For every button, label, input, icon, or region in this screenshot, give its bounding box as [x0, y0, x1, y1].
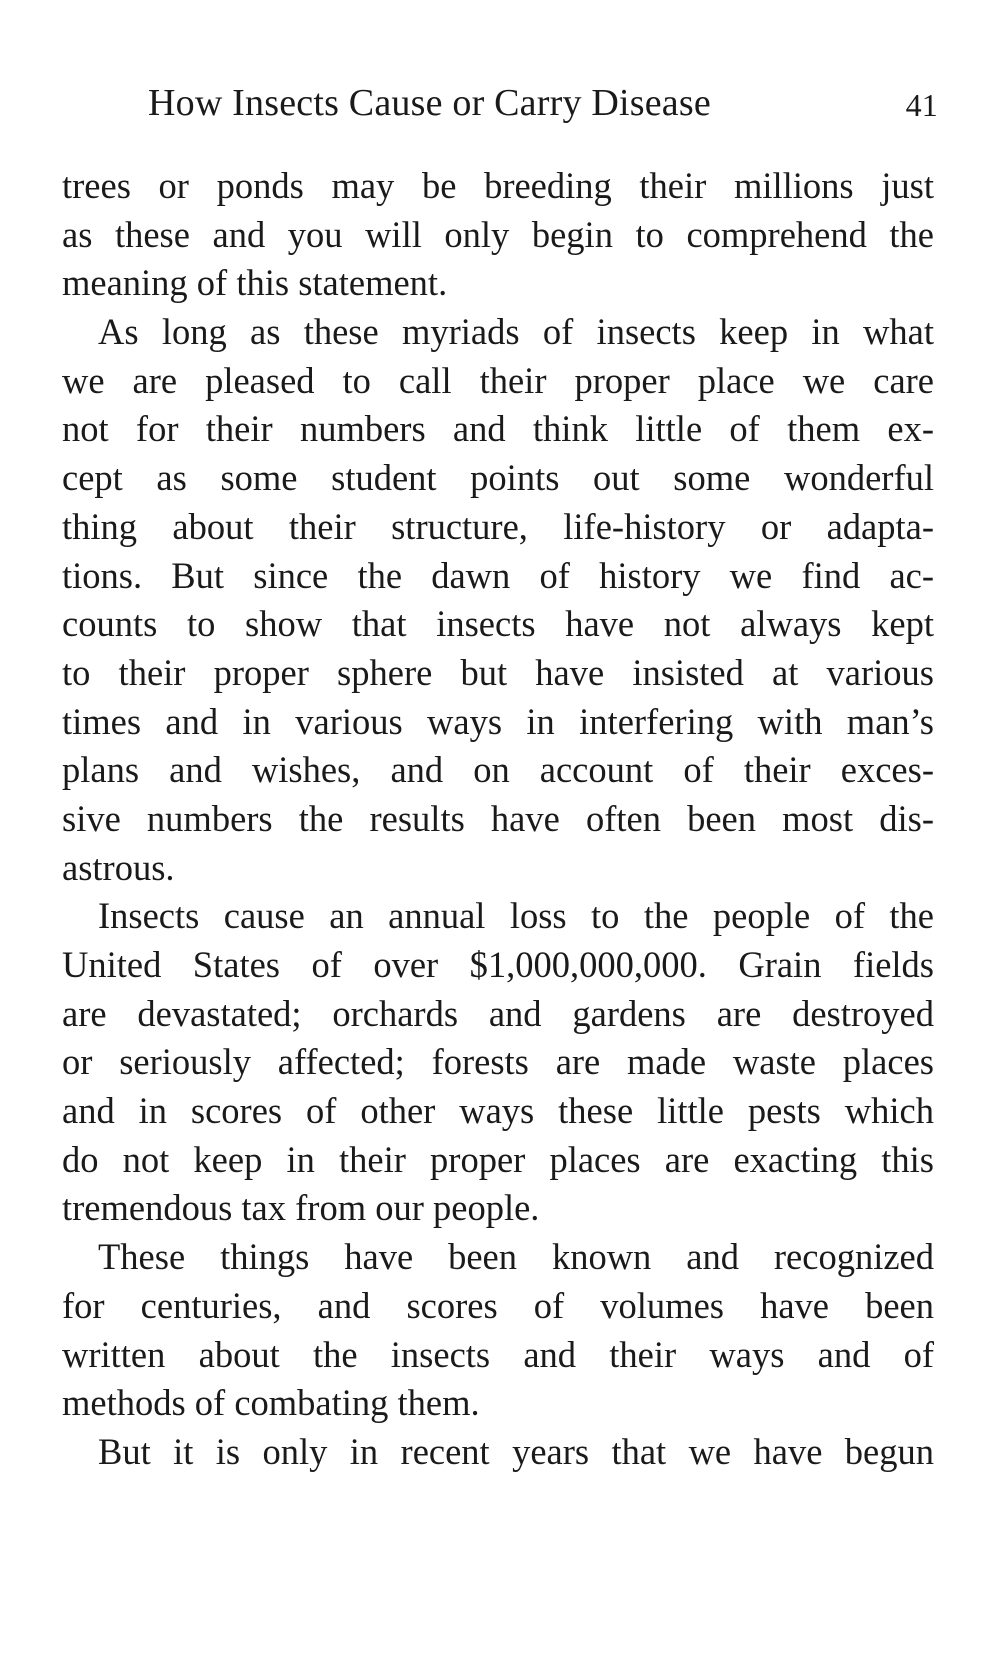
- text-line: for centuries, and scores of volumes have been: [62, 1284, 934, 1326]
- text-line: plans and wishes, and on account of their exces-: [62, 749, 934, 791]
- text-line: Insects cause an annual loss to the people of the: [98, 895, 934, 937]
- text-line: thing about their structure, life-history or adapta-: [62, 505, 934, 547]
- text-line: are devastated; orchards and gardens are destroyed: [62, 992, 934, 1034]
- body-text: [62, 162, 934, 1477]
- paragraph-2: [62, 308, 934, 892]
- paragraph-3: [62, 892, 934, 1233]
- text-line: as these and you will only begin to comprehend the: [62, 213, 934, 255]
- text-line: we are pleased to call their proper place we care: [62, 359, 934, 401]
- text-line: astrous.: [62, 846, 175, 888]
- text-line: As long as these myriads of insects keep in what: [98, 311, 934, 353]
- text-line: sive numbers the results have often been most dis-: [62, 797, 934, 839]
- text-line: tremendous tax from our people.: [62, 1187, 540, 1229]
- running-head: [148, 78, 938, 128]
- text-line: to their proper sphere but have insisted at various: [62, 651, 934, 693]
- text-line: or seriously affected; forests are made waste places: [62, 1041, 934, 1083]
- running-title: How Insects Cause or Carry Disease: [148, 82, 711, 124]
- text-line: meaning of this statement.: [62, 262, 448, 304]
- paragraph-4: [62, 1233, 934, 1428]
- paragraph-5: [62, 1428, 934, 1477]
- text-line: cept as some student points out some wonderful: [62, 457, 934, 499]
- text-line: methods of combating them.: [62, 1382, 480, 1424]
- text-line: times and in various ways in interfering with man’s: [62, 700, 934, 742]
- text-line: trees or ponds may be breeding their millions just: [62, 165, 934, 206]
- text-line: But it is only in recent years that we have begun: [98, 1430, 934, 1472]
- text-line: written about the insects and their ways and of: [62, 1333, 934, 1375]
- text-line: and in scores of other ways these little pests which: [62, 1090, 934, 1132]
- text-line: These things have been known and recognized: [98, 1236, 934, 1278]
- text-line: do not keep in their proper places are exacting this: [62, 1138, 934, 1180]
- page-number: 41: [905, 87, 938, 123]
- text-line: United States of over $1,000,000,000. Grain fields: [62, 944, 934, 985]
- text-line: tions. But since the dawn of history we find ac-: [62, 554, 934, 596]
- paragraph-1: [62, 162, 934, 308]
- text-line: counts to show that insects have not always kept: [62, 603, 934, 645]
- text-line: not for their numbers and think little of them ex-: [62, 408, 934, 450]
